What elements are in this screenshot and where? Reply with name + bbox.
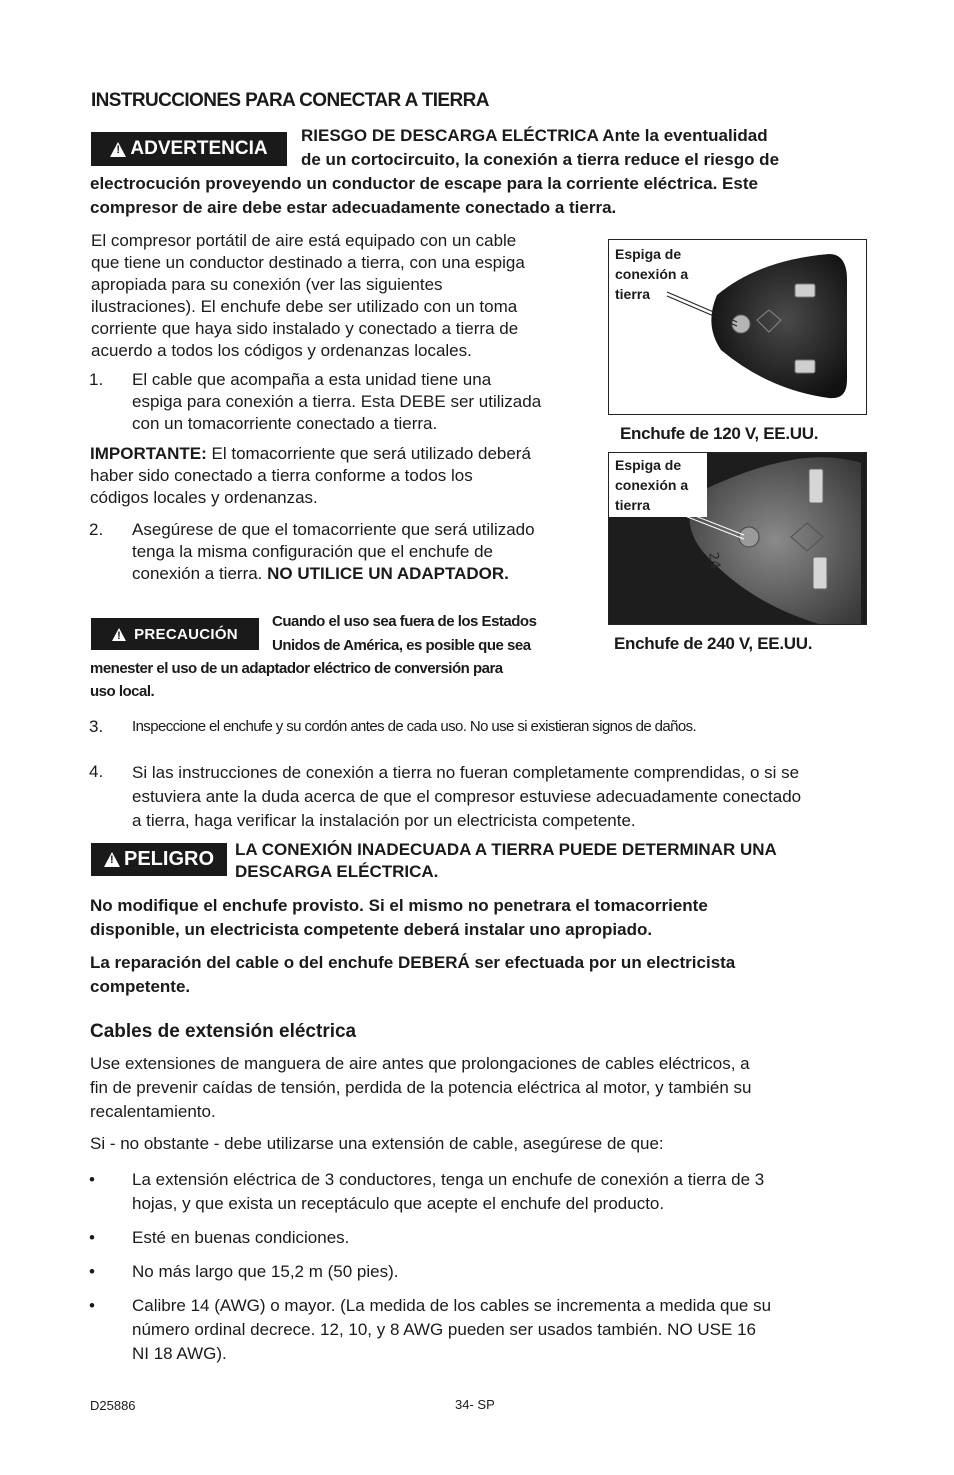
modify-plug-warning — [90, 894, 708, 942]
danger-badge — [91, 843, 227, 876]
danger-badge-label: PELIGRO — [123, 848, 214, 870]
section-heading: INSTRUCCIONES PARA CONECTAR A TIERRA — [91, 90, 489, 111]
extension-cords-heading: Cables de extensión eléctrica — [90, 1021, 357, 1042]
important-line: códigos locales y ordenanzas. — [90, 488, 318, 507]
bullet-icon: • — [89, 1228, 95, 1247]
danger-line-1: LA CONEXIÓN INADECUADA A TIERRA PUEDE DETERMINAR UNA — [235, 840, 777, 859]
warning-line: disponible, un electricista competente deberá instalar uno apropiado. — [90, 920, 653, 939]
bullet-item-1 — [89, 1168, 889, 1218]
no-adapter-warning: NO UTILICE UN ADAPTADOR. — [267, 564, 509, 583]
item-line: tenga la misma configuración que el enchufe de — [132, 542, 494, 561]
intro-line: que tiene un conductor destinado a tierra, con una espiga — [91, 253, 525, 272]
important-note — [90, 443, 605, 509]
danger-line-2: DESCARGA ELÉCTRICA. — [235, 862, 439, 881]
list-item-1 — [89, 369, 609, 439]
bullet-line: NI 18 AWG). — [132, 1344, 227, 1363]
intro-line: ilustraciones). El enchufe debe ser utilizado con un toma — [91, 297, 518, 316]
warning-line: La reparación del cable o del enchufe DEBERÁ ser efectuada por un electricista — [90, 953, 736, 972]
warning-triangle-icon — [110, 142, 126, 157]
intro-line: corriente que haya sido instalado y conectado a tierra de — [91, 319, 519, 338]
bullet-icon: • — [89, 1170, 95, 1189]
item-line: estuviera ante la duda acerca de que el compresor estuviese adecuadamente conectado — [132, 787, 802, 806]
intro-line: acuerdo a todos los códigos y ordenanzas locales. — [91, 341, 472, 360]
plug-120v-caption: Enchufe de 120 V, EE.UU. — [620, 424, 819, 443]
plug-120v-label — [615, 244, 688, 304]
plug-240v-caption: Enchufe de 240 V, EE.UU. — [614, 634, 813, 653]
intro-line: El compresor portátil de aire está equipado con un cable — [91, 231, 517, 250]
label-line: Espiga de — [615, 246, 682, 262]
caution-line-3: menester el uso de un adaptador eléctrico de conversión para — [90, 660, 503, 677]
list-item-2 — [89, 519, 609, 589]
important-line: El tomacorriente que será utilizado deberá — [206, 444, 531, 463]
warning-line-1: RIESGO DE DESCARGA ELÉCTRICA Ante la eventualidad — [301, 126, 768, 145]
repair-warning — [90, 951, 735, 999]
item-line: Si las instrucciones de conexión a tierra no fueran completamente comprendidas, o si se — [132, 763, 800, 782]
caution-line-4: uso local. — [90, 683, 155, 700]
warning-badge-label: ADVERTENCIA — [130, 138, 268, 159]
paragraph-line: recalentamiento. — [90, 1102, 216, 1121]
paragraph-line: fin de prevenir caídas de tensión, perdida de la potencia eléctrica al motor, y también su — [90, 1078, 752, 1097]
item-line: espiga para conexión a tierra. Esta DEBE ser utilizada — [132, 392, 542, 411]
danger-triangle-icon — [104, 852, 120, 867]
item-line: conexión a tierra. — [132, 564, 268, 583]
bullet-item-4 — [89, 1294, 889, 1368]
list-number: 4. — [89, 762, 104, 781]
plug-120v-figure — [608, 239, 867, 415]
item-line: El cable que acompaña a esta unidad tiene una — [132, 370, 492, 389]
extension-paragraph-1 — [90, 1052, 752, 1124]
bullet-line: número ordinal decrece. 12, 10, y 8 AWG pueden ser usados también. NO USE 16 — [132, 1320, 756, 1339]
warning-line-2: de un cortocircuito, la conexión a tierra reduce el riesgo de — [301, 150, 780, 169]
warning-line-3: electrocución proveyendo un conductor de escape para la corriente eléctrica. Este — [90, 174, 758, 193]
extension-paragraph-2: Si - no obstante - debe utilizarse una extensión de cable, asegúrese de que: — [90, 1134, 664, 1153]
caution-badge — [91, 618, 259, 650]
label-line: Espiga de — [615, 457, 682, 473]
caution-line-2: Unidos de América, es posible que sea — [272, 637, 531, 654]
warning-line: competente. — [90, 977, 191, 996]
page-number: 34- SP — [455, 1397, 495, 1412]
label-line: conexión a — [615, 266, 689, 282]
bullet-line: hojas, y que exista un receptáculo que acepte el enchufe del producto. — [132, 1194, 665, 1213]
list-number: 1. — [89, 370, 104, 389]
document-code: D25886 — [90, 1398, 136, 1413]
caution-triangle-icon — [112, 628, 126, 641]
plug-240v-label — [615, 455, 688, 515]
bullet-icon: • — [89, 1262, 95, 1281]
important-line: haber sido conectado a tierra conforme a todos los — [90, 466, 473, 485]
list-item-4 — [89, 761, 889, 831]
item-line: Asegúrese de que el tomacorriente que será utilizado — [132, 520, 535, 539]
list-number: 3. — [89, 717, 104, 736]
bullet-line: Esté en buenas condiciones. — [132, 1228, 350, 1247]
label-line: tierra — [615, 497, 651, 513]
bullet-line: No más largo que 15,2 m (50 pies). — [132, 1262, 399, 1281]
paragraph-line: Use extensiones de manguera de aire antes que prolongaciones de cables eléctricos, a — [90, 1054, 750, 1073]
item-line: con un tomacorriente conectado a tierra. — [132, 414, 438, 433]
warning-line-4: compresor de aire debe estar adecuadamente conectado a tierra. — [90, 198, 617, 217]
svg-text:24: 24 — [705, 551, 723, 570]
bullet-line: Calibre 14 (AWG) o mayor. (La medida de los cables se incrementa a medida que su — [132, 1296, 772, 1315]
list-number: 2. — [89, 520, 104, 539]
item-line: a tierra, haga verificar la instalación por un electricista competente. — [132, 811, 636, 830]
caution-badge-label: PRECAUCIÓN — [134, 625, 238, 643]
plug-240v-figure — [608, 452, 867, 625]
item-line: Inspeccione el enchufe y su cordón antes de cada uso. No use si existieran signos de daños. — [132, 718, 697, 735]
bullet-line: La extensión eléctrica de 3 conductores, tenga un enchufe de conexión a tierra de 3 — [132, 1170, 765, 1189]
caution-line-1: Cuando el uso sea fuera de los Estados — [272, 613, 537, 630]
important-label: IMPORTANTE: — [90, 444, 207, 463]
intro-line: apropiada para su conexión (ver las siguientes — [91, 275, 443, 294]
bullet-item-2 — [89, 1226, 889, 1250]
label-line: tierra — [615, 286, 651, 302]
intro-paragraph — [91, 230, 606, 362]
bullet-icon: • — [89, 1296, 95, 1315]
warning-line: No modifique el enchufe provisto. Si el mismo no penetrara el tomacorriente — [90, 896, 708, 915]
bullet-item-3 — [89, 1260, 889, 1284]
warning-badge — [91, 132, 287, 166]
label-line: conexión a — [615, 477, 689, 493]
